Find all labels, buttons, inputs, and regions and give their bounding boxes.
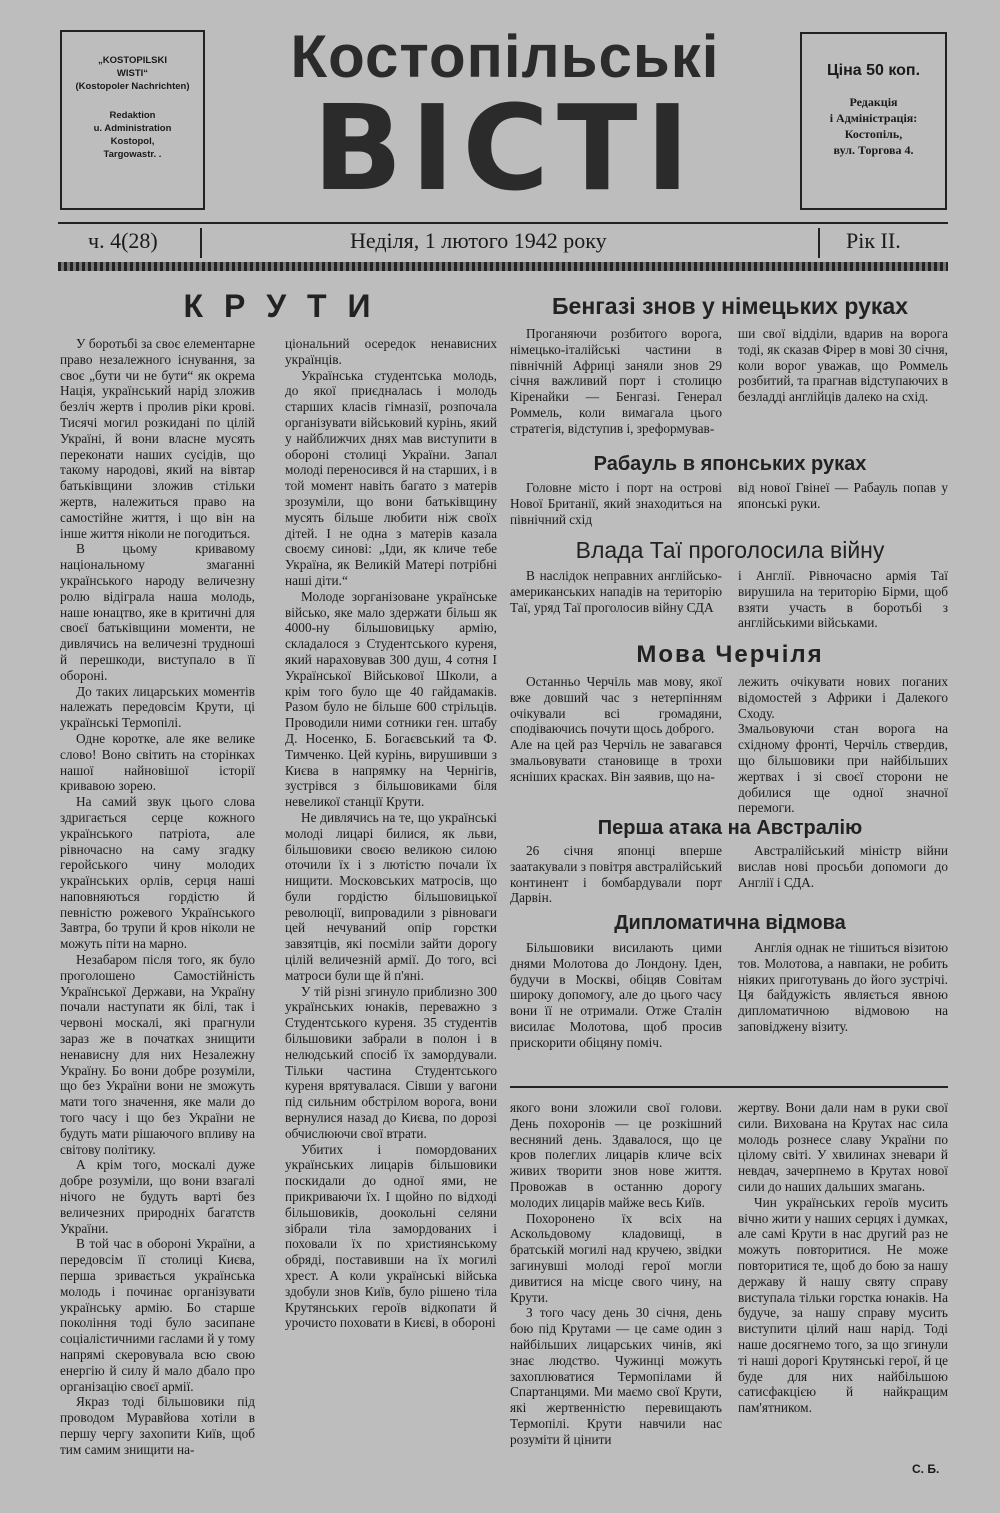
- kruty-column-2: [285, 336, 497, 1331]
- benghazi-right: [738, 326, 948, 405]
- paragraph: ціональний осередок ненависних українців.: [285, 336, 497, 367]
- masthead-title-top: Костопільські: [290, 23, 720, 90]
- paragraph: В наслідок неправних англійсько-американських нападів на територію Таї, уряд Таї проголосив війну СДА: [510, 568, 722, 615]
- diplomatic-title: Дипломатична відмова: [614, 912, 846, 934]
- left-masthead-box: [60, 30, 205, 210]
- churchill-title: Мова Черчіля: [636, 641, 824, 668]
- paragraph: і Англії. Рівночасно армія Таї вирушила на територію Бірми, щоб взяти участь в боротьбі з англійськими військами.: [738, 568, 948, 631]
- australia-title: Перша атака на Австралію: [597, 817, 863, 839]
- rabaul-title: Рабауль в японських руках: [593, 453, 867, 475]
- diplomatic-left: [510, 940, 722, 1051]
- paragraph: Молоде зорганізоване українське військо, яке мало здержати більш як 4000-ну більшовицьку армію, складалося з Студентського куреня, який нараховував 300 душ, 4 сотня І Української Військової Школи, а крім того було ще 40 гайдамаків. Разом було не більше 600 стрільців. Проводили ними сотники ген. штабу Д. Носенко, Б. Богаєвський та Ф. Тимченко. Цей курінь, вирушивши з Києва в напрямку на Чернігів, зустрівся з більшовиками біля невеликої станції Крути.: [285, 588, 497, 810]
- kruty-column-1: [60, 336, 255, 1458]
- paragraph: В цьому кривавому національному змаганні українського народу величезну ролю відіграла наша молодь, наше юнацтво, яке в критичні для своєї батьківщини моменти, не дивлячись на величезні трудноші й перешкоди, виступало в її обороні.: [60, 541, 255, 683]
- paragraph: від нової Гвінеї — Рабауль попав у японські руки.: [738, 480, 948, 511]
- paragraph: жертву. Вони дали нам в руки свої сили. Вихована на Крутах нас сила молодь рознесе славу України по цілому світі. У хвилинах зневари й невдач, зачерпнемо в Крутах нової сили до наших дальших змагань.: [738, 1100, 948, 1194]
- kruty-column-4: [738, 1100, 948, 1416]
- masthead-title-main: ВІСТІ: [312, 79, 698, 217]
- rabaul-left: [510, 480, 722, 527]
- paragraph: Проганяючи розбитого ворога, німецько-італійські частини в північній Африці заняли знов 29 січня важливий порт і столицю Кіренайки — Бенгазі. Генерал Роммель, коли вимагала цього стратегія, відступив і, зреформував-: [510, 326, 722, 436]
- thai-right: [738, 568, 948, 631]
- thai-left: [510, 568, 722, 615]
- australia-right: [738, 843, 948, 890]
- left-box-line: Targowastr. .: [103, 149, 162, 160]
- paragraph: На самий звук цього слова здригається серце кожного українського патріота, але рівночасно на саму згадку геройського чину молодих українських орлів, серця наші наповняються гордістю й певністю рожевого Українського Завтра, бо трупи й кров ніколи не можуть піти на марно.: [60, 794, 255, 952]
- left-box-line: u. Administration: [93, 123, 172, 134]
- churchill-right: [738, 674, 948, 816]
- paragraph: У тій різні згинуло приблизно 300 українських юнаків, переважно з Студентського куреня. 35 студентів більшовики забрали в полон і в нелюдський спосіб їх замордували. Тільки частина Студентського куреня врятувалася. Сівши у вагони під сильним обстрілом ворога, вони вернулися назад до Києва, по дорозі обчислюючи свої втрати.: [285, 983, 497, 1141]
- paragraph: Убитих і помордованих українських лицарів більшовики поскидали до одної ями, не прикриваючи їх. І щойно по відході більшовиків, доокольні селяни зібрали тіла замордованих і поховали їх по християнському обряді, поставивши на їх могилі хрест. А коли українські війська здобули знов Київ, було рішено тіла Крутянських героїв відкопати й урочисто поховати в Києві, в обороні: [285, 1141, 497, 1331]
- left-box-line: Kostopol,: [110, 136, 155, 147]
- paragraph: Австралійський міністр війни вислав нові просьби допомоги до Англії і СДА.: [738, 843, 948, 890]
- address-line: і Адміністрація:: [829, 111, 918, 125]
- paragraph: якого вони зложили свої голови. День похоронів — це розкішний весняний день. Здавалося, що це кров полеглих лицарів кличе всіх живих творити знов нове життя. Провожав в останню дорогу молодих лицарів майже весь Київ.: [510, 1100, 722, 1210]
- paragraph: Одне коротке, але яке велике слово! Воно світить на сторінках нашої найновішої історії кривавою зорею.: [60, 730, 255, 794]
- left-box-line: Redaktion: [109, 110, 156, 121]
- paragraph: В той час в обороні України, а передовсім її столиці Києва, перша зривається українська молодь і починає організувати українську армію. Бо старше покоління тоді було засипане соціалістичними гаслами й у тому напрямі скеровувала всю свою енергію й силу й мало дбало про організацію своєї армії.: [60, 1236, 255, 1394]
- australia-left: [510, 843, 722, 906]
- kruty-title: К Р У Т И: [183, 288, 377, 324]
- kruty-column-3: [510, 1100, 722, 1448]
- paragraph: Останньо Черчіль мав мову, якої вже довший час з нетерпінням очікували всі громадяни, сподіваючись почути щось доброго. Але на цей раз Черчіль не завагався змальовувати становище в трохи ясніших красках. Він заявив, що на-: [510, 674, 722, 784]
- churchill-left: [510, 674, 722, 785]
- paragraph: Похоронено їх всіх на Аскольдовому кладовищі, в братській могилі над кручею, звідки загинувші молоді герої могли дивитися на місце свого чину, на Крути.: [510, 1210, 722, 1305]
- issue-number: ч. 4(28): [88, 228, 158, 253]
- paragraph: Чин українських героїв мусить вічно жити у наших серцях і думках, але самі Крути в нас другий раз не можуть повторитися. Не може повторитися те, щоб до бою за нашу державу й нашу святу справу виступала тільки горстка юнаків. На будуче, за нашу справу мусить виступити цілий наш нарід. Тоді наше досягнемо того, за що згинули ті наші дорогі Крутянські герої, й це буде для них найбільшою сатисфакцією й найкращим пам'ятником.: [738, 1194, 948, 1416]
- masthead-hatched-rule: [58, 262, 948, 271]
- right-masthead-box: [800, 32, 947, 210]
- benghazi-title: Бенгазі знов у німецьких руках: [552, 293, 908, 319]
- address-line: Костопіль,: [844, 127, 903, 141]
- left-box-line: „KOSTOPILSKI: [98, 55, 167, 66]
- left-box-line: WISTI“: [116, 68, 149, 79]
- address-line: Редакція: [849, 95, 898, 109]
- diplomatic-right: [738, 940, 948, 1035]
- address-line: вул. Торгова 4.: [833, 143, 914, 157]
- paragraph: А крім того, москалі дуже добре розуміли, що вони взагалі нічого не будуть варті без величезних природніх багатств України.: [60, 1157, 255, 1236]
- paragraph: ши свої відділи, вдарив на ворога тоді, як сказав Фірер в мові 30 січня, коли ворог уважав, що Роммель розбитий, та прагнав відступаючих в безладді англійців далеко на схід.: [738, 326, 948, 405]
- rabaul-right: [738, 480, 948, 512]
- thai-title: Влада Таї проголосила війну: [575, 537, 885, 563]
- paragraph: Не дивлячись на те, що українські молоді лицарі билися, як льви, більшовики своєю великою силою оточили їх і з лютістю почали їх нищити. Московських матросів, що були гордістю більшовицької революції, випровадили з рівноваги цей нечуваний опір горстки завзятців, які посміли зайти дорогу цілій величезній армії. До того, всі матроси були ще й п'яні.: [285, 809, 497, 983]
- paragraph: Українська студентська молодь, до якої приєдналась і молодь старших класів гімназії, розпочала організувати військовий курінь, який у найближчих днях мав виступити в обороні столиці України. Запал молоді переносився й на старших, і в той момент навіть багато з матерів зрозуміли, що вони батьківщину мусять більше любити ніж своїх дітей. І не одна з матерів казала своєму синові: „Іди, як кличе тебе Україна, як Великій Матері потрібні наші діти.“: [285, 367, 497, 588]
- article-signature: С. Б.: [912, 1462, 940, 1476]
- paragraph: Більшовики висилають цими днями Молотова до Лондону. Іден, будучи в Москві, обіцяв Совітам широку допомогу, але до цього часу вони її не отримали. Отже Сталін висилає Молотова, щоб просив прискорити обіцяну поміч.: [510, 940, 722, 1050]
- paragraph: Головне місто і порт на острові Нової Британії, який знаходиться на північний схід: [510, 480, 722, 527]
- paragraph: Якраз тоді більшовики під проводом Муравйова хотіли в першу чергу захопити Київ, щоб тим самим знищити на-: [60, 1394, 255, 1457]
- issue-year: Рік II.: [846, 228, 901, 253]
- paragraph: Англія однак не тішиться візитою тов. Молотова, а навпаки, не робить ніяких приготувань до його зустрічі. Ця байдужість являється явною дипломатичною відмовою на заповіджену візиту.: [738, 940, 948, 1034]
- paragraph: У боротьбі за своє елементарне право незалежного існування, за своє „бути чи не бути“ як окрема Нація, український нарід зложив безліч жертв і пролив ріки крові. Тисячі могил розкидані по цілій Україні, й вони власне мусять переконати наших сусідів, що такому народові, який на вівтар батьківщини зложив стільки жертв, належиться право на самостійне життя, і що він на інше життя ніколи не погодиться.: [60, 336, 255, 541]
- benghazi-left: [510, 326, 722, 437]
- section-rule: [510, 1086, 948, 1088]
- dateline-divider: [818, 228, 820, 258]
- price-label: Ціна 50 коп.: [826, 62, 921, 79]
- paragraph: Незабаром після того, як було проголошено Самостійність Української Держави, на Україну почали наступати як білі, так і червоні москалі, які прагнули зараз же в початках знищити ненависну для них Незалежну Україну. Бо вони добре розуміли, що без України вони не зможуть мати того значення, яке мали до того часу і що без України не будуть мати рішаючого впливу на світову політику.: [60, 952, 255, 1157]
- dateline-divider: [200, 228, 202, 258]
- paragraph: лежить очікувати нових поганих відомостей з Африки і Далекого Сходу. Змальовуючи стан ворога на східному фронті, Черчіль ствердив, що більшовики при найбільших жертвах і зі своєї сторони не добилися ще одної значної перемоги.: [738, 674, 948, 816]
- paragraph: До таких лицарських моментів належать передовсім Крути, ці українські Термопілі.: [60, 683, 255, 731]
- paragraph: З того часу день 30 січня, день бою під Крутами — це саме один з найбільших лицарських чинів, які знає людство. Чужинці можуть захоплюватися Термопілами й Спартанцями. Ми маємо свої Крути, які жертвенністю перевищають Термопілі. Крути навчили нас розуміти й цінити: [510, 1305, 722, 1447]
- paragraph: 26 січня японці вперше заатакували з повітря австралійський континент і бомбардували порт Дарвін.: [510, 843, 722, 906]
- issue-date: Неділя, 1 лютого 1942 року: [350, 228, 607, 253]
- dateline-top-rule: [58, 222, 948, 224]
- left-box-line: (Kostopoler Nachrichten): [75, 81, 190, 92]
